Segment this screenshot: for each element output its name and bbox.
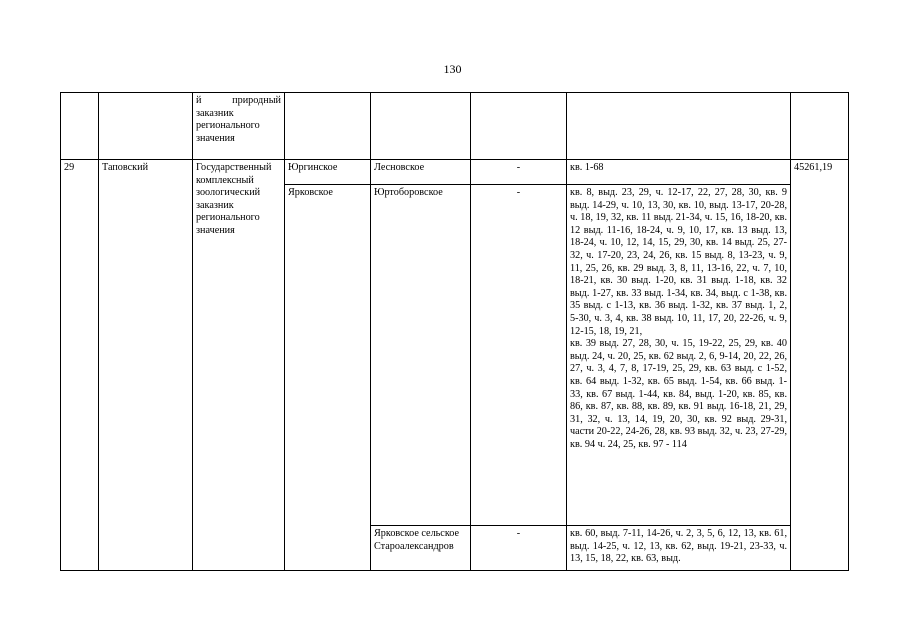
protected-areas-table: [60, 92, 849, 571]
reserve-type: Государственный комплексный зоологический заказник регионального значения: [196, 162, 272, 236]
cell-type: [193, 93, 285, 160]
cell-district: [285, 185, 371, 571]
cell-area: [791, 93, 849, 160]
subforestry-value: -: [516, 187, 521, 198]
forestry-name: Ярковское сельское Староалександров: [374, 528, 459, 552]
cell-blocks: [567, 185, 791, 526]
cell-forestry: [371, 526, 471, 571]
cell-blocks: [567, 526, 791, 571]
cell-blocks: [567, 93, 791, 160]
row-number: 29: [64, 162, 75, 173]
table-row: [61, 160, 849, 185]
blocks-list: кв. 60, выд. 7-11, 14-26, ч. 2, 3, 5, 6, 12, 13, кв. 61, выд. 14-25, ч. 12, 13, кв. 62, выд. 19-21, 23-33, ч. 13, 15, 18, 22, кв. 63, выд.: [570, 528, 787, 565]
type-text-continued: й природный заказник регионального значения: [196, 95, 281, 144]
cell-forestry: [371, 93, 471, 160]
reserve-name: Таповский: [102, 162, 149, 173]
blocks-list: кв. 1-68: [570, 162, 604, 173]
cell-type: [193, 160, 285, 571]
cell-forestry: [371, 160, 471, 185]
subforestry-value: -: [516, 528, 521, 539]
cell-blocks: [567, 160, 791, 185]
cell-district: [285, 160, 371, 185]
cell-subforestry: [471, 185, 567, 526]
subforestry-value: -: [516, 162, 521, 173]
district-name: Юргинское: [288, 162, 338, 173]
table-row-continued: [61, 93, 849, 160]
cell-subforestry: [471, 160, 567, 185]
area-value: 45261,19: [794, 162, 833, 173]
blocks-list-part2: кв. 39 выд. 27, 28, 30, ч. 15, 19-22, 25, 29, кв. 40 выд. 24, ч. 20, 25, кв. 62 выд. 2, 6, 9-14, 20, 22, 26, 27, ч. 3, 4, 7, 8, 17-19, 25, 29, кв. 63 выд. с 1-52, кв. 64 выд. 1-32, кв. 65 выд. 1-54, кв. 66 выд. 1-33, кв. 67 выд. 1-44, кв. 84, выд. 1-20, кв. 85, кв. 86, кв. 87, кв. 88, кв. 89, кв. 91 выд. 16-18, 21, 29, 31, 32, ч. 13, 14, 19, 20, 30, кв. 92 выд. 29-31, части 20-22, 24-26, 28, кв. 93 выд. 32, ч. 23, 27-29, кв. 94 ч. 24, 25, кв. 97 - 114: [570, 338, 787, 450]
forestry-name: Лесновское: [374, 162, 425, 173]
forestry-name: Юртоборовское: [374, 187, 443, 198]
cell-subforestry: [471, 93, 567, 160]
cell-name: [99, 93, 193, 160]
blocks-list-part1: кв. 8, выд. 23, 29, ч. 12-17, 22, 27, 28, 30, кв. 9 выд. 14-29, ч. 10, 13, 30, кв. 10, выд. 13-17, 20-28, ч. 18, 19, 32, кв. 11 выд. 21-34, ч. 15, 16, 18-20, кв. 12 выд. 11-16, 18-24, ч. 9, 10, 17, кв. 13 выд. 13, 18-24, ч. 10, 12, 14, 15, 29, 30, кв. 14 выд. 25, 27-32, ч. 17-20, 23, 24, 26, кв. 15 выд. 8, 13-23, ч. 9, 11, 25, 26, кв. 29 выд. 3, 8, 11, 13-16, 22, ч. 7, 10, 18-21, кв. 30 выд. 1-20, кв. 31 выд. 1-18, кв. 32 выд. 1-27, кв. 33 выд. 1-34, кв. 34, выд. с 1-38, кв. 35 выд. с 1-13, кв. 36 выд. 1-32, кв. 37 выд. 1, 2, 5-30, ч. 3, 4, кв. 38 выд. 10, 11, 17, 20, 22-26, ч. 9, 12-15, 18, 19, 21,: [570, 187, 787, 337]
cell-num: [61, 160, 99, 571]
cell-forestry: [371, 185, 471, 526]
cell-subforestry: [471, 526, 567, 571]
cell-name: [99, 160, 193, 571]
cell-num: [61, 93, 99, 160]
cell-area: [791, 160, 849, 571]
cell-district: [285, 93, 371, 160]
district-name: Ярковское: [288, 187, 333, 198]
page-number: 130: [443, 62, 462, 76]
